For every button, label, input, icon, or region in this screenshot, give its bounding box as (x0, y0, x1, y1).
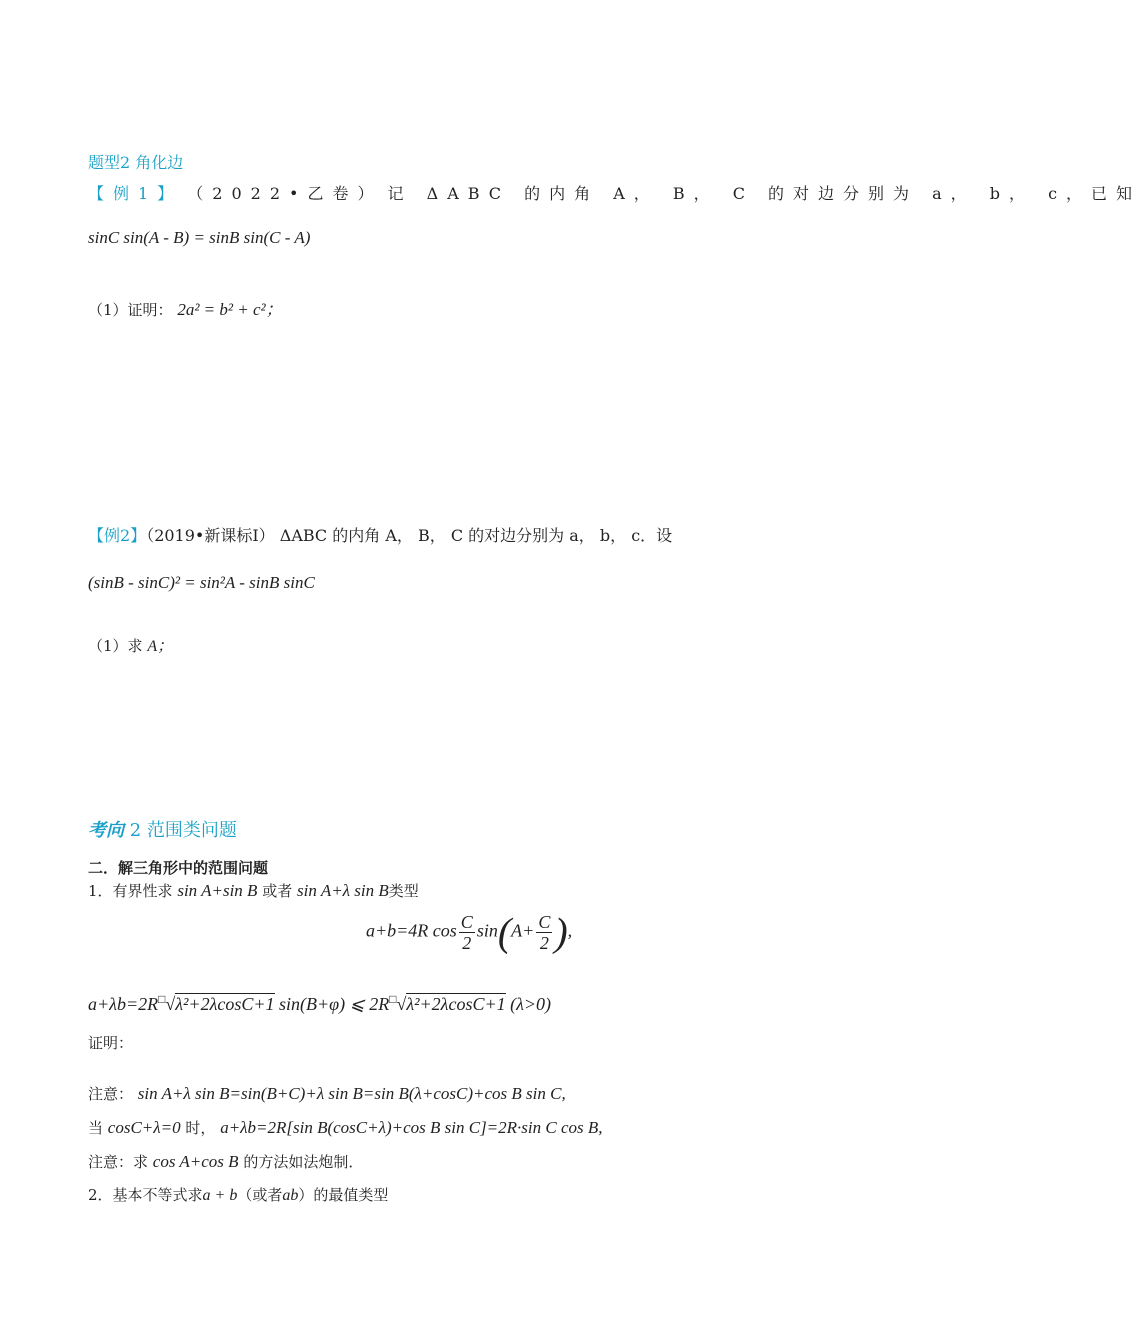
note-3-label: 注意：求 (88, 1153, 149, 1171)
part-2-heading: 二．解三角形中的范围问题 (88, 859, 269, 877)
note-2-prefix: 当 (88, 1119, 104, 1137)
note-1-label: 注意： (88, 1085, 134, 1103)
note-2 (88, 1117, 603, 1138)
section-title-2-b: 2 范围类问题 (129, 820, 237, 841)
note-3-expr: cos A+cos B (152, 1152, 239, 1171)
proof-label: 证明： (88, 1034, 134, 1052)
item-1-expr-2: sin A+λ sin B (297, 881, 389, 900)
section-title-1: 题型2 角化边 (88, 153, 184, 172)
item-2-expr-2: ab (282, 1187, 299, 1204)
item-2-mid: （或者 (237, 1186, 283, 1204)
note-2-when: 时， (185, 1119, 216, 1137)
section-title-2-a: 考向 (88, 820, 124, 841)
example-2-question-1 (88, 633, 173, 656)
item-1-suffix: 类型 (388, 882, 419, 900)
example-1-question-1 (88, 295, 283, 320)
note-2-cond: cosC+λ=0 (107, 1118, 181, 1137)
note-3 (88, 1151, 363, 1172)
item-2-expr: a + b (202, 1187, 238, 1204)
example-1-stem-line (88, 181, 1141, 204)
note-1 (88, 1083, 566, 1104)
q1-label-2: （1）求 (88, 637, 143, 655)
example-2-source: （2019•新课标Ⅰ） (146, 526, 275, 545)
item-2-suffix: ）的最值类型 (298, 1186, 389, 1204)
item-2-label: 2．基本不等式求 (88, 1186, 203, 1204)
note-3-suffix: 的方法如法炮制． (243, 1153, 364, 1171)
formula-2: a+λb=2R□√λ²+2λcosC+1 sin(B+φ) ⩽ 2R□√λ²+2λcosC+1 (λ>0) (88, 992, 552, 1014)
item-1-expr-1: sin A+sin B (177, 881, 258, 900)
example-1-source: （2022•乙卷） (187, 184, 383, 203)
example-2-stem-line (88, 523, 672, 546)
example-1-equation: sinC sin(A - B) = sinB sin(C - A) (88, 228, 311, 247)
note-2-expr: a+λb=2R[sin B(cosC+λ)+cos B sin C]=2R·sin C cos B, (220, 1118, 603, 1137)
example-1-label: 【例1】 (88, 184, 183, 203)
formula-1: a+b=4R cos $\frac{C}{2}$ sin(A+ $\frac{C}{2}$ ), (366, 909, 573, 955)
example-2-equation: (sinB - sinC)² = sin²A - sinB sinC (88, 573, 315, 592)
example-2-stem: ΔABC 的内角 A， B， C 的对边分别为 a， b， c．设 (279, 526, 673, 545)
example-1-stem: 记 ΔABC 的内角 A， B， C 的对边分别为 a， b， c，已知 (387, 184, 1141, 203)
section-title-2 (88, 816, 237, 842)
example-2-label: 【例2】 (88, 526, 147, 545)
item-1-label: 1．有界性求 (88, 882, 173, 900)
q1-var-2: A； (147, 638, 174, 655)
q1-label: （1）证明： (88, 301, 173, 319)
item-1-or: 或者 (262, 882, 293, 900)
item-2-line (88, 1184, 388, 1205)
q1-expression: 2a² = b² + c²； (177, 300, 283, 319)
note-1-expr: sin A+λ sin B=sin(B+C)+λ sin B=sin B(λ+cosC)+cos B sin C, (137, 1084, 566, 1103)
item-1-line (88, 880, 419, 901)
